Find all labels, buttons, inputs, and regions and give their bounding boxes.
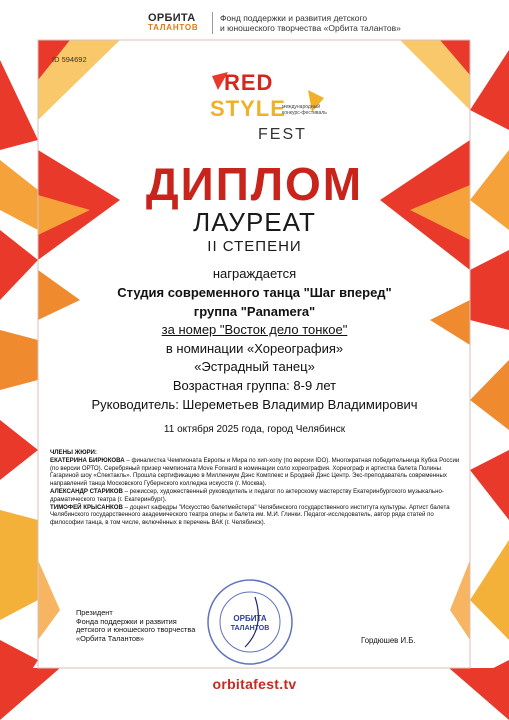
diploma-title: ДИПЛОМ (145, 158, 364, 210)
jury-section (50, 449, 468, 526)
degree: II СТЕПЕНИ (207, 238, 302, 255)
jury-heading: ЧЛЕНЫ ЖЮРИ: (50, 449, 97, 456)
laureate-rank: ЛАУРЕАТ (193, 207, 316, 237)
official-stamp (205, 577, 295, 667)
leader: Руководитель: Шереметьев Владимир Владимирович (91, 397, 418, 412)
president-signature-block: Президент Фонда поддержки и развития детского и юношеского творчества «Орбита Талантов» (76, 608, 196, 643)
organization-name: Фонд поддержки и развития детского и юношеского творчества «Орбита талантов» (220, 13, 401, 33)
svg-text:ТАЛАНТОВ: ТАЛАНТОВ (230, 625, 270, 632)
jury-member: АЛЕКСАНДР СТАРИКОВ – режиссер, художественный руководитель и педагог по актерскому мастерству Екатеринбургского музыкально-драматического театра (г. Екатеринбург). (50, 487, 444, 503)
group-name: группа "Panamera" (193, 304, 316, 319)
performance-number: за номер "Восток дело тонкое" (161, 322, 348, 337)
orbita-logo: ОРБИТА ТАЛАНТОВ (148, 12, 199, 32)
organization-header (148, 10, 468, 38)
document-id: ID 594692 (52, 55, 87, 64)
festival-logo: RED STYLE международный конкурс-фестиваль FEST (208, 68, 328, 148)
header-divider (212, 12, 213, 34)
studio-name: Студия современного танца "Шаг вперед" (117, 285, 392, 300)
awarded-label: награждается (212, 266, 297, 281)
age-group: Возрастная группа: 8-9 лет (172, 378, 337, 393)
signatory-name: Гордюшев И.Б. (361, 636, 416, 645)
sub-nomination: «Эстрадный танец» (194, 359, 315, 374)
jury-member: ЕКАТЕРИНА БИРЮКОВА – финалистка Чемпионата Европы и Мира по хип-хопу (по версии IDO). Многократная победительница Кубка России (по версии ОРТО). Серебряный призер чемпионата Move Forward в номинации соло хореография. Хореограф и артистка балета Полины Гагариной шоу «Спектакль». Прошла сертификацию в Миллениум Дэнс Комплекс и Бродвей Дэнс Центр. Экс-преподаватель современных направлений танца Московского Губернского колледжа искусств (г. Москва). (50, 457, 460, 487)
date-place: 11 октября 2025 года, город Челябинск (163, 424, 346, 435)
nomination: в номинации «Хореография» (165, 341, 344, 356)
stamp-text: ОРБИТА (233, 614, 267, 623)
website-link[interactable]: orbitafest.tv (212, 676, 297, 692)
jury-member: ТИМОФЕЙ КРЫСАНКОВ – доцент кафедры "Искусство балетмейстера" Челябинского государственного института культуры. Артист балета Челябинского государственного академического театра оперы и балета им. М.И. Глинки. Педагог-исследователь, автор ряда статей по философии танца, в том числе, включённых в перечень ВАК (г. Челябинск). (50, 503, 450, 526)
